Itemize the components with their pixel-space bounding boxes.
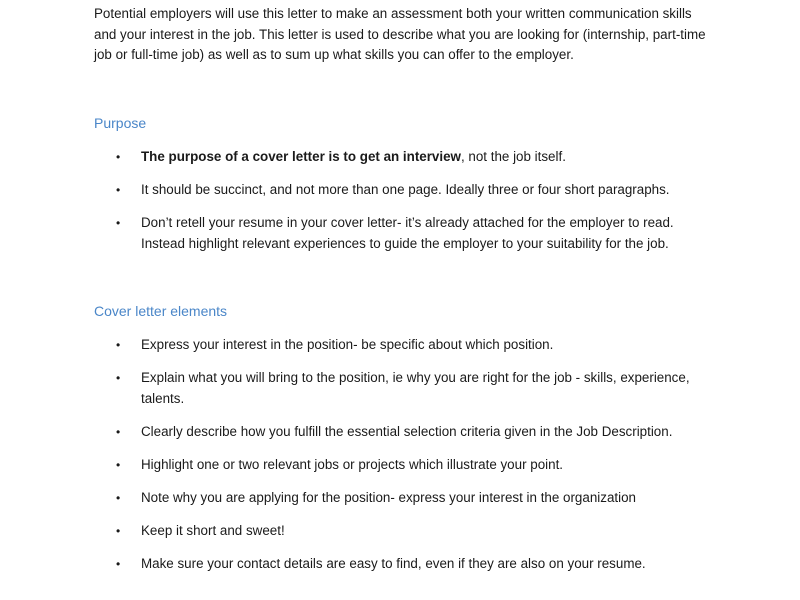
list-item [116,422,711,443]
bullet-icon: • [116,458,121,472]
bullet-icon: • [116,183,121,197]
list-item-text: Keep it short and sweet! [141,523,285,538]
bullet-icon: • [116,425,121,439]
list-item-text: Note why you are applying for the position- express your interest in the organization [141,490,636,505]
list-item [116,455,711,476]
list-item [116,368,711,409]
list-item [116,180,711,201]
intro-paragraph: Potential employers will use this letter to make an assessment both your written communication skills and your interest in the job. This letter is used to describe what you are looking for (internship, part-time job or full-time job) as well as to sum up what skills you can offer to the employer. [94,6,706,62]
bullet-icon: • [116,557,121,571]
list-item-text: Make sure your contact details are easy to find, even if they are also on your resume. [141,556,646,571]
emphasis-text: The purpose of a cover letter is to get an interview [141,149,461,164]
purpose-heading: Purpose [94,115,147,131]
bullet-icon: • [116,524,121,538]
list-item [116,335,711,356]
bullet-icon: • [116,491,121,505]
bullet-icon: • [116,216,121,230]
list-item-text: Clearly describe how you fulfill the essential selection criteria given in the Job Description. [141,424,673,439]
list-item-text: Explain what you will bring to the position, ie why you are right for the job - skills, experience, talents. [141,370,690,406]
bullet-icon: • [116,371,121,385]
bullet-icon: • [116,150,121,164]
list-item-text: It should be succinct, and not more than one page. Ideally three or four short paragraphs. [141,182,670,197]
cover-letter-elements-heading: Cover letter elements [94,303,228,319]
list-item [116,488,711,509]
list-item-text: Express your interest in the position- be specific about which position. [141,337,554,352]
list-item-text: Highlight one or two relevant jobs or projects which illustrate your point. [141,457,564,472]
list-item-text: Don’t retell your resume in your cover letter- it’s already attached for the employer to read. Instead highlight relevant experiences to guide the employer to your suitability for the job. [141,215,674,251]
list-item [116,213,711,254]
list-item [116,147,711,168]
list-item [116,554,711,575]
list-item [116,521,711,542]
list-item-text: , not the job itself. [460,149,566,164]
bullet-icon: • [116,338,121,352]
